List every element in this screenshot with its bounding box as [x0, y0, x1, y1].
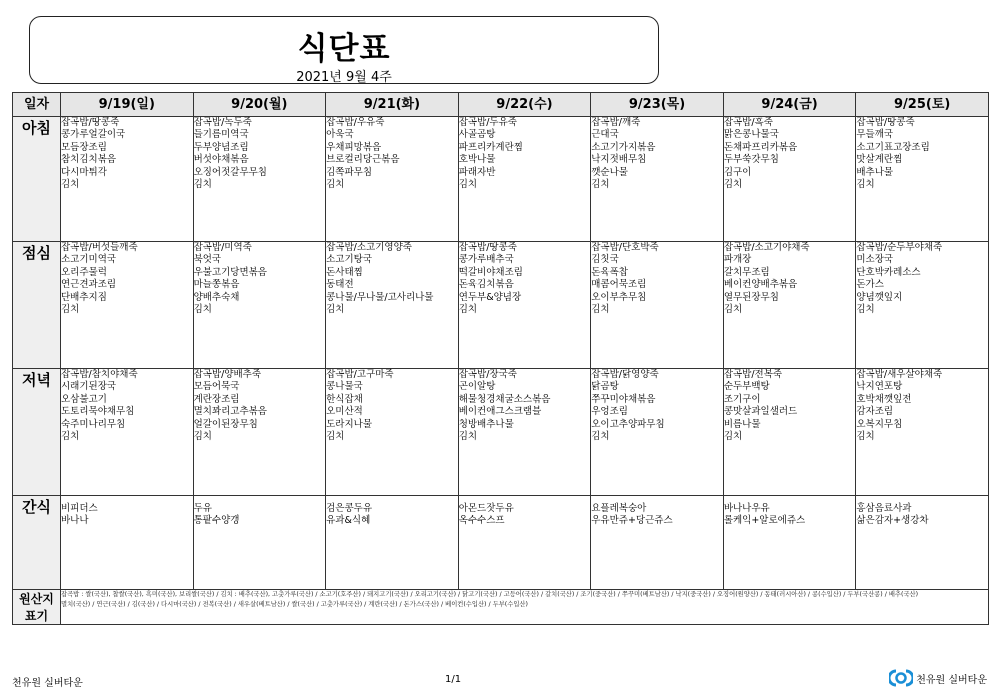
menu-cell — [591, 496, 724, 590]
menu-item: 콩가루얼갈이국 — [61, 129, 126, 141]
menu-item: 얼갈이된장무침 — [193, 418, 258, 430]
menu-item: 콩나물/무나물/고사리나물 — [326, 291, 434, 303]
menu-item: 쭈꾸미야채볶음 — [591, 393, 656, 405]
menu-item: 연근견과조림 — [61, 279, 117, 291]
header-row — [13, 93, 989, 117]
menu-cell — [61, 242, 194, 369]
menu-item: 김치 — [61, 431, 80, 443]
menu-item: 잡곡밥/닭영양죽 — [591, 369, 659, 380]
menu-item: 우채피망볶음 — [326, 141, 382, 153]
menu-cell — [326, 117, 459, 242]
logo-icon — [889, 669, 913, 687]
menu-item: 양념깻잎지 — [856, 291, 903, 303]
menu-item: 잡곡밥/소고기야채죽 — [723, 242, 810, 253]
menu-cell — [458, 242, 591, 369]
menu-item: 도라지나물 — [326, 418, 373, 430]
menu-item: 옥수수스프 — [458, 515, 505, 527]
menu-item: 모듬장조림 — [61, 141, 107, 153]
menu-item: 오삼불고기 — [61, 393, 107, 405]
menu-item: 잡곡밥/우유죽 — [326, 117, 385, 128]
menu-item: 아몬드잣두유 — [458, 503, 514, 514]
menu-item: 브로컬리당근볶음 — [326, 154, 400, 166]
menu-item: 사골곰탕 — [458, 129, 496, 141]
menu-item: 돈가스 — [856, 279, 884, 291]
menu-item: 잡곡밥/단호박죽 — [591, 242, 659, 253]
menu-item: 소고기표고장조림 — [856, 141, 930, 153]
menu-item: 롤케익+알로에쥬스 — [723, 515, 806, 527]
menu-item: 김구이 — [723, 166, 752, 178]
menu-item: 숙주미나리무침 — [61, 418, 126, 430]
menu-item: 두유 — [193, 503, 212, 514]
menu-item: 미소장국 — [856, 254, 894, 266]
menu-item: 멸치꽈리고추볶음 — [193, 406, 267, 418]
menu-item: 김치 — [723, 304, 743, 316]
menu-item: 잡곡밥/미역죽 — [193, 242, 252, 253]
menu-item: 김치 — [326, 431, 345, 443]
menu-item: 소고기미역국 — [61, 254, 117, 266]
menu-item: 아욱국 — [326, 129, 354, 141]
menu-item: 열무된장무침 — [723, 291, 779, 303]
menu-item: 김치 — [856, 304, 875, 316]
menu-item: 김치 — [61, 179, 80, 191]
menu-item: 파프리카계란찜 — [458, 141, 523, 153]
menu-item: 콩나물국 — [326, 381, 363, 393]
menu-item: 갈치무조림 — [723, 266, 770, 278]
menu-cell — [856, 496, 989, 590]
menu-cell — [326, 242, 459, 369]
menu-cell — [723, 369, 856, 496]
menu-item: 근대국 — [591, 129, 619, 141]
header-day: 9/19(일) — [61, 93, 194, 117]
menu-item: 바나나우유 — [723, 503, 770, 514]
origin-label: 원산지 표기 — [13, 590, 61, 625]
menu-item: 잡곡밥/버섯들깨죽 — [61, 242, 138, 253]
menu-item: 잡곡밥/깨죽 — [591, 117, 641, 128]
footer-org: 천유원 실버타운 — [12, 678, 83, 689]
menu-item: 잡곡밥/땅콩죽 — [458, 242, 517, 253]
page-title: 식단표 — [297, 31, 391, 67]
menu-item: 검은콩두유 — [326, 503, 373, 514]
menu-item: 호박채깻잎전 — [856, 393, 912, 405]
menu-item: 무들깨국 — [856, 129, 894, 141]
menu-item: 돈육김치볶음 — [458, 279, 514, 291]
menu-item: 김치 — [591, 431, 610, 443]
menu-item: 한식잡채 — [326, 393, 363, 405]
menu-item: 깻순나물 — [591, 166, 628, 178]
meal-row-snack — [13, 496, 989, 590]
meal-row-dinner — [13, 369, 989, 496]
menu-item: 김치 — [856, 179, 875, 191]
menu-item: 청방배추나물 — [458, 418, 514, 430]
page-subtitle: 2021년 9월 4주 — [296, 70, 392, 85]
menu-item: 홍삼음료사과 — [856, 503, 912, 514]
menu-item: 순두부백탕 — [723, 381, 770, 393]
menu-item: 유과&식혜 — [326, 515, 371, 527]
menu-item: 돈사태찜 — [326, 266, 363, 278]
menu-item: 김치 — [193, 431, 212, 443]
menu-cell — [193, 369, 326, 496]
meal-row-lunch — [13, 242, 989, 369]
header-day: 9/21(화) — [326, 93, 459, 117]
menu-item: 모듬어묵국 — [193, 381, 240, 393]
menu-item: 매콤어묵조림 — [591, 279, 647, 291]
page-number: 1/1 — [445, 674, 462, 685]
menu-item: 오미산적 — [326, 406, 363, 418]
header-day: 9/20(월) — [193, 93, 326, 117]
meal-row-breakfast — [13, 117, 989, 242]
menu-item: 잡곡밥/장국죽 — [458, 369, 517, 380]
menu-item: 김치 — [458, 179, 478, 191]
menu-item: 김쪽파무침 — [326, 166, 373, 178]
menu-item: 잡곡밥/땅콩죽 — [61, 117, 120, 128]
menu-item: 잡곡밥/고구마죽 — [326, 369, 394, 380]
menu-item: 우유만쥬+당근쥬스 — [591, 515, 673, 527]
menu-item: 잡곡밥/참치야채죽 — [61, 369, 138, 380]
header-day: 9/22(수) — [458, 93, 591, 117]
menu-item: 김치 — [458, 304, 478, 316]
menu-item: 김치 — [61, 304, 80, 316]
menu-item: 잡곡밥/두유죽 — [458, 117, 517, 128]
menu-cell — [591, 242, 724, 369]
logo-text: 천유원 실버타운 — [916, 674, 987, 686]
menu-item: 계란장조림 — [193, 393, 240, 405]
footer-logo — [889, 669, 987, 687]
menu-cell — [723, 242, 856, 369]
menu-item: 호박나물 — [458, 154, 496, 166]
menu-item: 잡곡밥/흑죽 — [723, 117, 773, 128]
menu-item: 잡곡밥/새우살야채죽 — [856, 369, 943, 380]
menu-cell — [61, 369, 194, 496]
menu-item: 베이컨애그스크램블 — [458, 406, 542, 418]
menu-item: 파개장 — [723, 254, 752, 266]
menu-item: 연두부&양념장 — [458, 291, 522, 303]
menu-item: 김치 — [856, 431, 875, 443]
menu-item: 오이고추양파무침 — [591, 418, 665, 430]
header-day: 9/23(목) — [591, 93, 724, 117]
menu-item: 김치 — [193, 179, 212, 191]
menu-item: 소고기가지볶음 — [591, 141, 656, 153]
menu-item: 마늘쫑볶음 — [193, 279, 240, 291]
menu-item: 낙지젓배무침 — [591, 154, 647, 166]
menu-item: 콩가루배추국 — [458, 254, 514, 266]
menu-item: 낙지연포탕 — [856, 381, 903, 393]
origin-line: 멸치(국산) / 연근(국산) / 김(국산) / 다시마(국산) / 전복(국산) / 새우살(베트남산) / 쌀(국산) / 고춧가루(국산) / 계란(국산) / 돈가스(국산) / 베이컨(수입산) / 두부(수입산) — [61, 601, 528, 608]
header-day: 9/25(토) — [856, 93, 989, 117]
menu-item: 단배추지짐 — [61, 291, 107, 303]
menu-item: 양배추숙채 — [193, 291, 240, 303]
menu-item: 잡곡밥/양배추죽 — [193, 369, 262, 380]
menu-item: 오복지무침 — [856, 418, 903, 430]
menu-item: 잡곡밥/순두부야채죽 — [856, 242, 943, 253]
menu-item: 김치 — [723, 179, 743, 191]
menu-item: 돈육폭찹 — [591, 266, 628, 278]
menu-item: 김치 — [326, 304, 345, 316]
menu-cell — [723, 117, 856, 242]
title-box — [29, 16, 659, 84]
menu-item: 잡곡밥/전복죽 — [723, 369, 783, 380]
menu-cell — [591, 117, 724, 242]
menu-cell — [61, 117, 194, 242]
menu-cell — [856, 117, 989, 242]
menu-item: 동태전 — [326, 279, 354, 291]
menu-item: 김치 — [723, 431, 743, 443]
menu-cell — [856, 369, 989, 496]
menu-item: 파래자반 — [458, 166, 496, 178]
menu-item: 통팥수양갱 — [193, 515, 240, 527]
meal-label: 점심 — [13, 242, 61, 369]
menu-cell — [458, 369, 591, 496]
menu-item: 떡갈비야채조림 — [458, 266, 523, 278]
menu-item: 콩맛살과일샐러드 — [723, 406, 798, 418]
header-label: 일자 — [13, 93, 61, 117]
menu-cell — [591, 369, 724, 496]
meal-label: 아침 — [13, 117, 61, 242]
menu-item: 도토리묵야채무침 — [61, 406, 135, 418]
menu-item: 우엉조림 — [591, 406, 628, 418]
menu-item: 소고기탕국 — [326, 254, 373, 266]
menu-item: 삶은감자+생강차 — [856, 515, 929, 527]
origin-row — [13, 590, 989, 625]
menu-item: 김치 — [193, 304, 212, 316]
menu-item: 해물청경채굴소스볶음 — [458, 393, 551, 405]
menu-cell — [723, 496, 856, 590]
menu-item: 비름나물 — [723, 418, 761, 430]
menu-item: 김치 — [591, 304, 610, 316]
menu-cell — [193, 117, 326, 242]
menu-item: 시래기된장국 — [61, 381, 117, 393]
menu-item: 오징어젓갈무무침 — [193, 166, 267, 178]
origin-text — [61, 590, 989, 625]
menu-item: 두부양념조림 — [193, 141, 249, 153]
menu-cell — [458, 496, 591, 590]
meal-table — [12, 92, 989, 625]
menu-item: 김치 — [326, 179, 345, 191]
menu-item: 김치 — [458, 431, 478, 443]
menu-item: 감자조림 — [856, 406, 894, 418]
menu-item: 잡곡밥/녹두죽 — [193, 117, 252, 128]
menu-item: 우불고기당면볶음 — [193, 266, 267, 278]
menu-cell — [326, 369, 459, 496]
menu-item: 버섯야채볶음 — [193, 154, 249, 166]
menu-item: 돈채파프리카볶음 — [723, 141, 798, 153]
menu-item: 닭곰탕 — [591, 381, 619, 393]
menu-item: 곤이알탕 — [458, 381, 496, 393]
menu-cell — [193, 496, 326, 590]
menu-item: 요플레복숭아 — [591, 503, 647, 514]
menu-cell — [856, 242, 989, 369]
menu-item: 잡곡밥/소고기영양죽 — [326, 242, 412, 253]
menu-cell — [458, 117, 591, 242]
origin-line: 잡곡밥 : 쌀(국산), 찹쌀(국산), 흑미(국산), 보리쌀(국산) / 김치 : 배추(국산), 고춧가루(국산) / 소고기(호주산) / 돼지고기(국산) / 오리고기(국산) / 닭고기(국산) / 고등어(국산) / 갈치(국산) / 조기(중국산) / 쭈꾸미(베트남산) / 낙지(중국산) / 오징어(원양산) / 동태(러시아산) / 콩(수입산) / 두부(국산콩) / 배추(국산) — [61, 591, 919, 598]
menu-item: 단호박카레소스 — [856, 266, 921, 278]
menu-item: 두부쑥갓무침 — [723, 154, 779, 166]
meal-label: 간식 — [13, 496, 61, 590]
menu-item: 참치김치볶음 — [61, 154, 117, 166]
menu-item: 비피더스 — [61, 503, 98, 514]
menu-item: 들기름미역국 — [193, 129, 249, 141]
menu-item: 김치 — [591, 179, 610, 191]
menu-item: 바나나 — [61, 515, 89, 527]
header-day: 9/24(금) — [723, 93, 856, 117]
menu-item: 베이컨양배추볶음 — [723, 279, 798, 291]
menu-item: 맑은콩나물국 — [723, 129, 779, 141]
menu-item: 잡곡밥/땅콩죽 — [856, 117, 915, 128]
menu-item: 조기구이 — [723, 393, 761, 405]
menu-item: 김칫국 — [591, 254, 619, 266]
menu-item: 오리주물럭 — [61, 266, 107, 278]
menu-cell — [61, 496, 194, 590]
menu-item: 배추나물 — [856, 166, 894, 178]
menu-item: 다시마튀각 — [61, 166, 107, 178]
menu-item: 맛살계란찜 — [856, 154, 903, 166]
menu-cell — [326, 496, 459, 590]
meal-label: 저녁 — [13, 369, 61, 496]
menu-item: 오이부추무침 — [591, 291, 647, 303]
menu-cell — [193, 242, 326, 369]
menu-item: 북엇국 — [193, 254, 222, 266]
